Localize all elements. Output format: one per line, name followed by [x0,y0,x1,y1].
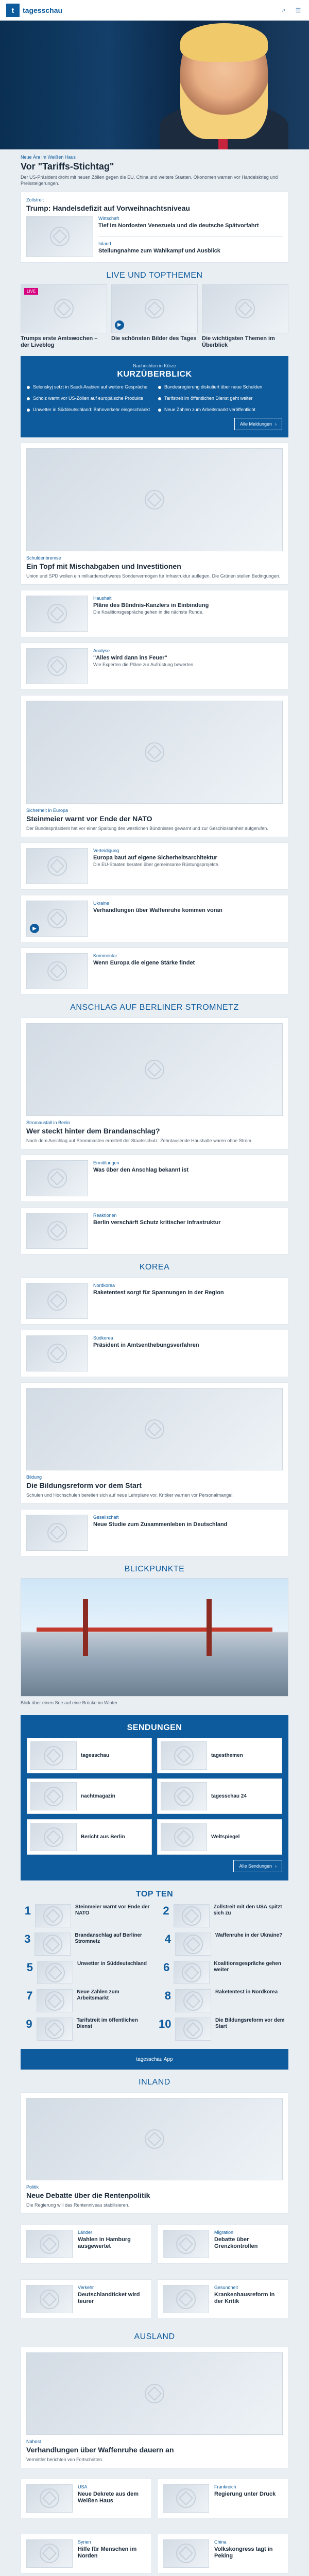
topten-number: 9 [26,2018,32,2031]
inland-item-1-text [78,2230,146,2250]
breaking-card[interactable] [21,192,288,263]
kurz-grid [27,384,282,413]
topten-number: 3 [24,1933,31,1946]
article-item-3[interactable] [21,642,288,690]
ausland-item-3-eyebrow: Syrien [78,2539,91,2545]
inland-item-3-image[interactable] [26,2285,73,2313]
nato-item-1-teaser: Die EU-Staaten beraten über gemeinsame Rüstungsprojekte. [93,862,220,868]
sendungen-grid [27,1738,282,1855]
mid-item-1[interactable] [21,1509,288,1556]
inland-item-3-eyebrow: Verkehr [78,2285,94,2291]
sendung-item-4[interactable] [157,1778,282,1814]
site-title[interactable]: tagesschau [23,6,63,14]
inland-item-3-text [78,2285,146,2305]
topten-number: 5 [26,1961,33,1974]
ausland-item-1[interactable] [21,2479,152,2518]
ausland-item-4-eyebrow: China [214,2539,227,2545]
korea-item-2-text [93,1335,283,1349]
arrow-right-icon: › [275,421,277,427]
inland-item-4-text [214,2285,283,2305]
korea-item-1-eyebrow: Nordkorea [93,1283,115,1289]
bridge-pillar [83,1599,88,1656]
kurz-title: KURZÜBERBLICK [117,370,192,379]
play-icon[interactable]: ▶ [115,320,124,330]
inland-item-1-eyebrow: Länder [78,2230,93,2235]
main-articles [0,443,309,690]
topten-item-2-image[interactable] [174,1904,210,1927]
play-icon[interactable]: ▶ [30,924,39,933]
sendung-item-2-image[interactable] [161,1741,207,1770]
topten-item-7-title[interactable]: Neue Zahlen zum Arbeitsmarkt [77,1989,119,2002]
sendung-item-3-image[interactable] [30,1782,77,1810]
topten-item-7[interactable] [21,1989,150,2012]
ausland-item-4[interactable] [157,2534,288,2573]
inland-title: INLAND [139,2078,170,2087]
kurz-item-5[interactable]: Unwetter in Süddeutschland: Bahnverkehr eingeschränkt [27,407,151,413]
korea-item-1-text [93,1283,283,1296]
sendung-item-5-image[interactable] [30,1823,77,1851]
nato-item-3[interactable] [21,947,288,995]
ausland-item-4-title[interactable]: Volkskongress tagt in Peking [214,2546,273,2560]
topten-item-6-title[interactable]: Koalitionsgespräche gehen weiter [214,1961,281,1973]
blickpunkte-section [0,1565,309,1706]
inland-item-1-title[interactable]: Wahlen in Hamburg ausgewertet [78,2236,131,2250]
nato-item-1-image[interactable] [26,848,88,884]
breaking-section [0,192,309,263]
topten-item-8-image[interactable] [175,1989,211,2012]
nato-eyebrow: Sicherheit in Europa [26,808,68,814]
inland-item-4-title[interactable]: Krankenhausreform in der Kritik [214,2292,275,2305]
ausland-item-4-image[interactable] [163,2539,209,2568]
inland-item-2-text [214,2230,283,2250]
topten-item-6-image[interactable] [174,1961,210,1984]
inland-section [0,2078,309,2324]
berlin-eyebrow: Stromausfall in Berlin [26,1120,71,1126]
article-item-2-image[interactable] [26,596,88,632]
live-label: LIVE [24,288,38,295]
breaking-title[interactable]: Trump: Handelsdefizit auf Vorweihnachtsniveau [26,204,190,212]
nato-item-2-eyebrow: Ukraine [93,901,110,906]
topten-item-3-title[interactable]: Brandanschlag auf Berliner Stromnetz [75,1933,142,1945]
korea-item-1[interactable] [21,1277,288,1325]
ausland-item-2-image[interactable] [163,2484,209,2513]
topten-item-4[interactable] [159,1933,288,1956]
live-item-2[interactable] [111,284,198,349]
topten-number: 7 [26,1989,33,2003]
berlin-item-1-image[interactable] [26,1160,88,1196]
article-item-2-teaser: Die Koalitionsgespräche gehen in die nächste Runde. [93,609,204,615]
inland-headline[interactable]: Neue Debatte über die Rentenpolitik [26,2191,150,2200]
topten-number: 8 [164,1989,171,2003]
tagesschau-logo[interactable]: t [6,4,20,17]
inland-item-4[interactable] [157,2279,288,2319]
berlin-section [0,1003,309,1255]
nato-item-2[interactable] [21,895,288,942]
ausland-title: AUSLAND [134,2332,175,2342]
ausland-item-3-title[interactable]: Hilfe für Menschen im Norden [78,2546,137,2560]
breaking-list-item-1-eyebrow: Wirtschaft [98,215,119,221]
topten-item-8[interactable] [159,1989,288,2012]
korea-item-1-title[interactable]: Raketentest sorgt für Spannungen in der Region [93,1290,224,1296]
berlin-image[interactable] [26,1023,283,1116]
ausland-item-1-title[interactable]: Neue Dekrete aus dem Weißen Haus [78,2490,139,2504]
mid-article-eyebrow: Bildung [26,1475,42,1480]
mid-item-1-text [93,1515,283,1528]
korea-item-2-image[interactable] [26,1335,88,1371]
main-article-card[interactable] [21,443,288,585]
topten-item-3-image[interactable] [35,1933,71,1956]
hero-teaser: Der US-Präsident droht mit neuen Zöllen gegen die EU, China und weitere Staaten. Ökonomen warnen vor Handelskrieg und Preissteigerungen. [21,174,278,186]
sendung-item-4-image[interactable] [161,1782,207,1810]
topten-item-5-image[interactable] [37,1961,73,1984]
nato-item-3-text [93,953,283,967]
breaking-list-item-2-text [98,241,283,255]
kurz-item-1[interactable]: Selenskyj setzt in Saudi-Arabien auf weitere Gespräche [27,384,151,391]
hero-text [0,149,309,187]
live-item-1[interactable] [21,284,107,349]
berlin-item-1-text [93,1160,283,1174]
nato-title[interactable]: Steinmeier warnt vor Ende der NATO [26,815,152,823]
sendungen-footer [27,1860,282,1872]
kurz-item-6[interactable]: Neue Zahlen zum Arbeitsmarkt veröffentlicht [158,407,282,413]
topten-item-10[interactable] [159,2018,288,2041]
article-item-3-title[interactable]: "Alles wird dann ins Feuer" [93,655,167,662]
topten-number: 4 [164,1933,171,1946]
live-item-3[interactable] [202,284,288,349]
ausland-item-4-text [214,2539,283,2560]
main-article-eyebrow: Schuldenbremse [26,555,61,561]
ausland-text [26,2439,283,2463]
topten-grid [21,1904,288,2041]
sendung-item-3-title[interactable]: nachtmagazin [81,1793,115,1799]
ausland-item-3-image[interactable] [26,2539,73,2568]
topten-item-1-title[interactable]: Steinmeier warnt vor Ende der NATO [75,1904,150,1917]
ausland-item-1-eyebrow: USA [78,2484,88,2489]
topten-title: TOP TEN [135,1890,174,1899]
topten-item-7-image[interactable] [37,1989,73,2012]
live-item-3-image[interactable] [202,284,288,333]
sendung-item-5[interactable] [27,1819,152,1855]
article-item-3-eyebrow: Analyse [93,648,110,654]
topten-number: 10 [159,2018,171,2031]
mid-item-1-image[interactable] [26,1515,88,1551]
sendung-item-3[interactable] [27,1778,152,1814]
article-item-2-text [93,596,283,615]
inland-item-1-image[interactable] [26,2230,73,2258]
inland-item-2[interactable] [157,2224,288,2264]
arrow-right-icon: › [275,1863,277,1869]
ausland-item-1-text [78,2484,146,2504]
topten-item-10-title[interactable]: Die Bildungsreform vor dem Start [215,2018,285,2030]
topten-item-5[interactable] [21,1961,150,1984]
nato-item-1-eyebrow: Verteidigung [93,848,119,854]
kurz-section [0,356,309,437]
inland-text [26,2184,283,2208]
breaking-list-item-2-eyebrow: Inland [98,241,111,246]
nato-item-2-image[interactable] [26,901,88,937]
sendung-item-6-title[interactable]: Weltspiegel [211,1834,240,1840]
nato-item-1[interactable] [21,842,288,890]
main-article-image[interactable] [26,448,283,551]
topten-number: 2 [163,1904,169,1918]
sendung-item-2-title[interactable]: tagesthemen [211,1752,243,1758]
ausland-item-2-eyebrow: Frankreich [214,2484,236,2489]
ausland-grid [21,2473,288,2576]
berlin-item-2-title[interactable]: Berlin verschärft Schutz kritischer Infrastruktur [93,1219,221,1226]
ausland-item-2-title[interactable]: Regierung unter Druck [214,2490,276,2497]
breaking-list-item-1-title[interactable]: Tief im Nordosten Venezuela und die deutsche Spätvorfahrt [98,222,259,229]
app-promo-banner[interactable]: tagesschau App [21,2049,288,2070]
mid-item-1-eyebrow: Gesellschaft [93,1514,119,1520]
ausland-section [0,2332,309,2576]
inland-item-2-eyebrow: Migration [214,2230,234,2235]
nato-item-1-text [93,848,283,868]
main-article-teaser: Union und SPD wollen ein milliardenschweres Sondervermögen für Infrastruktur auflegen. Die Grünen stellen Bedingungen. [26,573,281,579]
inland-item-3[interactable] [21,2279,152,2319]
ausland-item-3[interactable] [21,2534,152,2573]
inland-item-3-title[interactable]: Deutschlandticket wird teurer [78,2292,140,2305]
sendung-item-5-title[interactable]: Bericht aus Berlin [81,1834,125,1840]
korea-item-2-eyebrow: Südkorea [93,1335,113,1341]
berlin-section-title: ANSCHLAG AUF BERLINER STROMNETZ [70,1003,239,1012]
kurz-item-4[interactable]: Tarifstreit im öffentlichen Dienst geht weiter [158,396,282,402]
breaking-list [98,216,283,257]
topten-item-5-title[interactable]: Unwetter in Süddeutschland [77,1961,147,1967]
inland-item-2-title[interactable]: Debatte über Grenzkontrollen [214,2236,258,2250]
nato-item-2-title[interactable]: Verhandlungen über Waffenruhe kommen voran [93,907,222,914]
article-item-2[interactable] [21,590,288,637]
kurz-box [21,356,288,437]
korea-item-2-title[interactable]: Präsident in Amtsenthebungsverfahren [93,1342,199,1349]
berlin-item-2-image[interactable] [26,1213,88,1249]
mid-article-image[interactable] [26,1388,283,1470]
sendung-item-6[interactable] [157,1819,282,1855]
nato-item-3-eyebrow: Kommentar [93,953,117,959]
bridge-pillar [207,1599,212,1656]
article-item-3-image[interactable] [26,648,88,684]
berlin-card[interactable] [21,1018,288,1149]
sendungen-box [21,1715,288,1880]
live-item-1-image[interactable] [21,284,107,333]
inland-image[interactable] [26,2098,283,2180]
hero-figure-hair [180,23,268,62]
topten-item-4-title[interactable]: Waffenruhe in der Ukraine? [215,1933,283,1939]
ausland-card[interactable] [21,2347,288,2468]
berlin-item-1[interactable] [21,1155,288,1202]
nato-card[interactable] [21,695,288,837]
korea-section [0,1263,309,1556]
hero-eyebrow: Neue Ära im Weißen Haus [21,155,76,160]
inland-teaser: Die Regierung will das Rentenniveau stabilisieren. [26,2202,130,2208]
main-article-text [26,555,283,579]
inland-card[interactable] [21,2092,288,2214]
breaking-list-item-2[interactable] [98,241,283,255]
mid-article-card[interactable] [21,1382,288,1504]
mid-article-teaser: Schulen und Hochschulen bereiten sich auf neue Lehrpläne vor. Kritiker warnen vor Personalmangel. [26,1492,234,1498]
hero-title[interactable]: Vor "Tariffs-Stichtag" [21,161,114,172]
breaking-list-item-2-title[interactable]: Stellungnahme zum Wahlkampf und Ausblick [98,247,220,254]
nato-section [0,695,309,995]
berlin-item-2-text [93,1213,283,1226]
divider [98,236,283,237]
top-bar-actions [279,6,303,15]
bridge-rail [37,1628,272,1632]
kurz-eyebrow: Nachrichten in Kürze [133,363,176,369]
nato-image[interactable] [26,701,283,804]
breaking-row [26,216,283,257]
berlin-text [26,1120,283,1144]
article-item-3-teaser: Wie Experten die Pläne zur Aufrüstung bewerten. [93,662,195,668]
sendungen-section [0,1715,309,1880]
korea-section-title: KOREA [139,1263,170,1272]
topten-item-9[interactable] [21,2018,150,2041]
sendung-item-1-image[interactable] [30,1741,77,1770]
ausland-headline[interactable]: Verhandlungen über Waffenruhe dauern an [26,2446,174,2454]
korea-item-1-image[interactable] [26,1283,88,1319]
sendungen-more-button[interactable]: Alle Sendungen › [233,1860,282,1872]
sendung-item-4-title[interactable]: tagesschau 24 [211,1793,247,1799]
topten-item-9-title[interactable]: Tarifstreit im öffentlichen Dienst [76,2018,138,2030]
breaking-image[interactable] [26,216,93,257]
live-item-2-image[interactable] [111,284,198,333]
kurz-footer [27,418,282,430]
live-item-2-title[interactable]: Die schönsten Bilder des Tages [111,335,197,342]
inland-item-4-image[interactable] [163,2285,209,2313]
ad-section [0,2049,309,2070]
kurz-more-button[interactable]: Alle Meldungen › [234,418,282,430]
topten-item-9-image[interactable] [37,2018,73,2041]
blickpunkte-image[interactable] [21,1578,288,1697]
ausland-eyebrow: Nahost [26,2439,41,2445]
main-article-title[interactable]: Ein Topf mit Mischabgaben und Investitionen [26,562,181,571]
topten-item-1[interactable] [21,1904,150,1927]
breaking-list-item-1[interactable] [98,216,283,232]
topten-item-4-image[interactable] [175,1933,211,1956]
korea-item-2[interactable] [21,1330,288,1377]
live-item-3-title[interactable]: Die wichtigsten Themen im Überblick [202,335,275,348]
article-item-2-eyebrow: Haushalt [93,596,112,601]
ausland-item-1-image[interactable] [26,2484,73,2513]
blickpunkte-caption: Blick über einen See auf eine Brücke im Winter [21,1700,118,1705]
mid-article-title[interactable]: Die Bildungsreform vor dem Start [26,1481,142,1490]
breaking-eyebrow: Zollstreit [26,197,44,202]
topten-item-8-title[interactable]: Raketentest in Nordkorea [215,1989,278,1995]
topten-item-6[interactable] [159,1961,288,1984]
topten-item-2[interactable] [159,1904,288,1927]
article-item-3-text [93,648,283,668]
sendungen-title: SENDUNGEN [127,1723,182,1733]
inland-grid [21,2219,288,2324]
live-strip [21,284,288,349]
nato-item-1-title[interactable]: Europa baut auf eigene Sicherheitsarchitektur [93,855,217,861]
berlin-item-1-eyebrow: Ermittlungen [93,1160,119,1166]
live-section [0,271,309,349]
inland-item-4-eyebrow: Gesundheit [214,2285,238,2291]
sendung-item-6-image[interactable] [161,1823,207,1851]
sendung-item-1-title[interactable]: tagesschau [81,1752,110,1758]
topten-item-10-image[interactable] [175,2018,211,2041]
kurz-item-2[interactable]: Bundesregierung diskutiert über neue Schulden [158,384,282,391]
topten-item-2-title[interactable]: Zollstreit mit den USA spitzt sich zu [213,1904,282,1917]
topten-item-1-image[interactable] [35,1904,71,1927]
search-icon[interactable]: ⌕ [282,6,286,13]
sendung-item-2[interactable] [157,1738,282,1773]
hero-image[interactable] [0,21,309,149]
top-bar [0,0,309,21]
nato-teaser: Der Bundespräsident hat vor einer Spaltung des westlichen Bündnisses gewarnt und zur Geschlossenheit aufgerufen. [26,825,268,831]
ausland-item-3-text [78,2539,146,2560]
nato-item-3-image[interactable] [26,953,88,989]
blickpunkte-title: BLICKPUNKTE [124,1564,185,1573]
inland-eyebrow: Politik [26,2184,39,2190]
topten-item-3[interactable] [21,1933,150,1956]
berlin-item-2[interactable] [21,1207,288,1255]
topten-number: 1 [24,1904,31,1918]
nato-item-3-title[interactable]: Wenn Europa die eigene Stärke findet [93,960,195,967]
berlin-item-1-title[interactable]: Was über den Anschlag bekannt ist [93,1167,188,1174]
breaking-list-item-1-text [98,216,283,229]
menu-icon[interactable]: ☰ [295,6,301,14]
ausland-image[interactable] [26,2352,283,2435]
live-section-title: LIVE UND TOPTHEMEN [106,270,203,280]
ausland-teaser: Vermittler berichten von Fortschritten. [26,2456,104,2462]
nato-text [26,808,283,832]
inland-item-1[interactable] [21,2224,152,2264]
kurz-item-3[interactable]: Scholz warnt vor US-Zöllen auf europäische Produkte [27,396,151,402]
berlin-teaser: Nach dem Anschlag auf Strommasten ermittelt der Staatsschutz. Zehntausende Haushalte waren ohne Strom. [26,1138,253,1143]
inland-item-2-image[interactable] [163,2230,209,2258]
live-item-1-title[interactable]: Trumps erste Amtswochen – der Liveblog [21,335,98,348]
ausland-item-2[interactable] [157,2479,288,2518]
nato-item-2-text [93,901,283,914]
ausland-item-2-text [214,2484,283,2498]
mid-item-1-title[interactable]: Neue Studie zum Zusammenleben in Deutschland [93,1521,228,1528]
article-item-2-title[interactable]: Pläne des Bündnis-Kanzlers in Einbindung [93,602,209,609]
mid-article-text [26,1475,283,1498]
topten-number: 6 [163,1961,170,1974]
berlin-item-2-eyebrow: Reaktionen [93,1213,117,1218]
berlin-title[interactable]: Wer steckt hinter dem Brandanschlag? [26,1127,160,1136]
sendung-item-1[interactable] [27,1738,152,1773]
topten-section [0,1890,309,2041]
